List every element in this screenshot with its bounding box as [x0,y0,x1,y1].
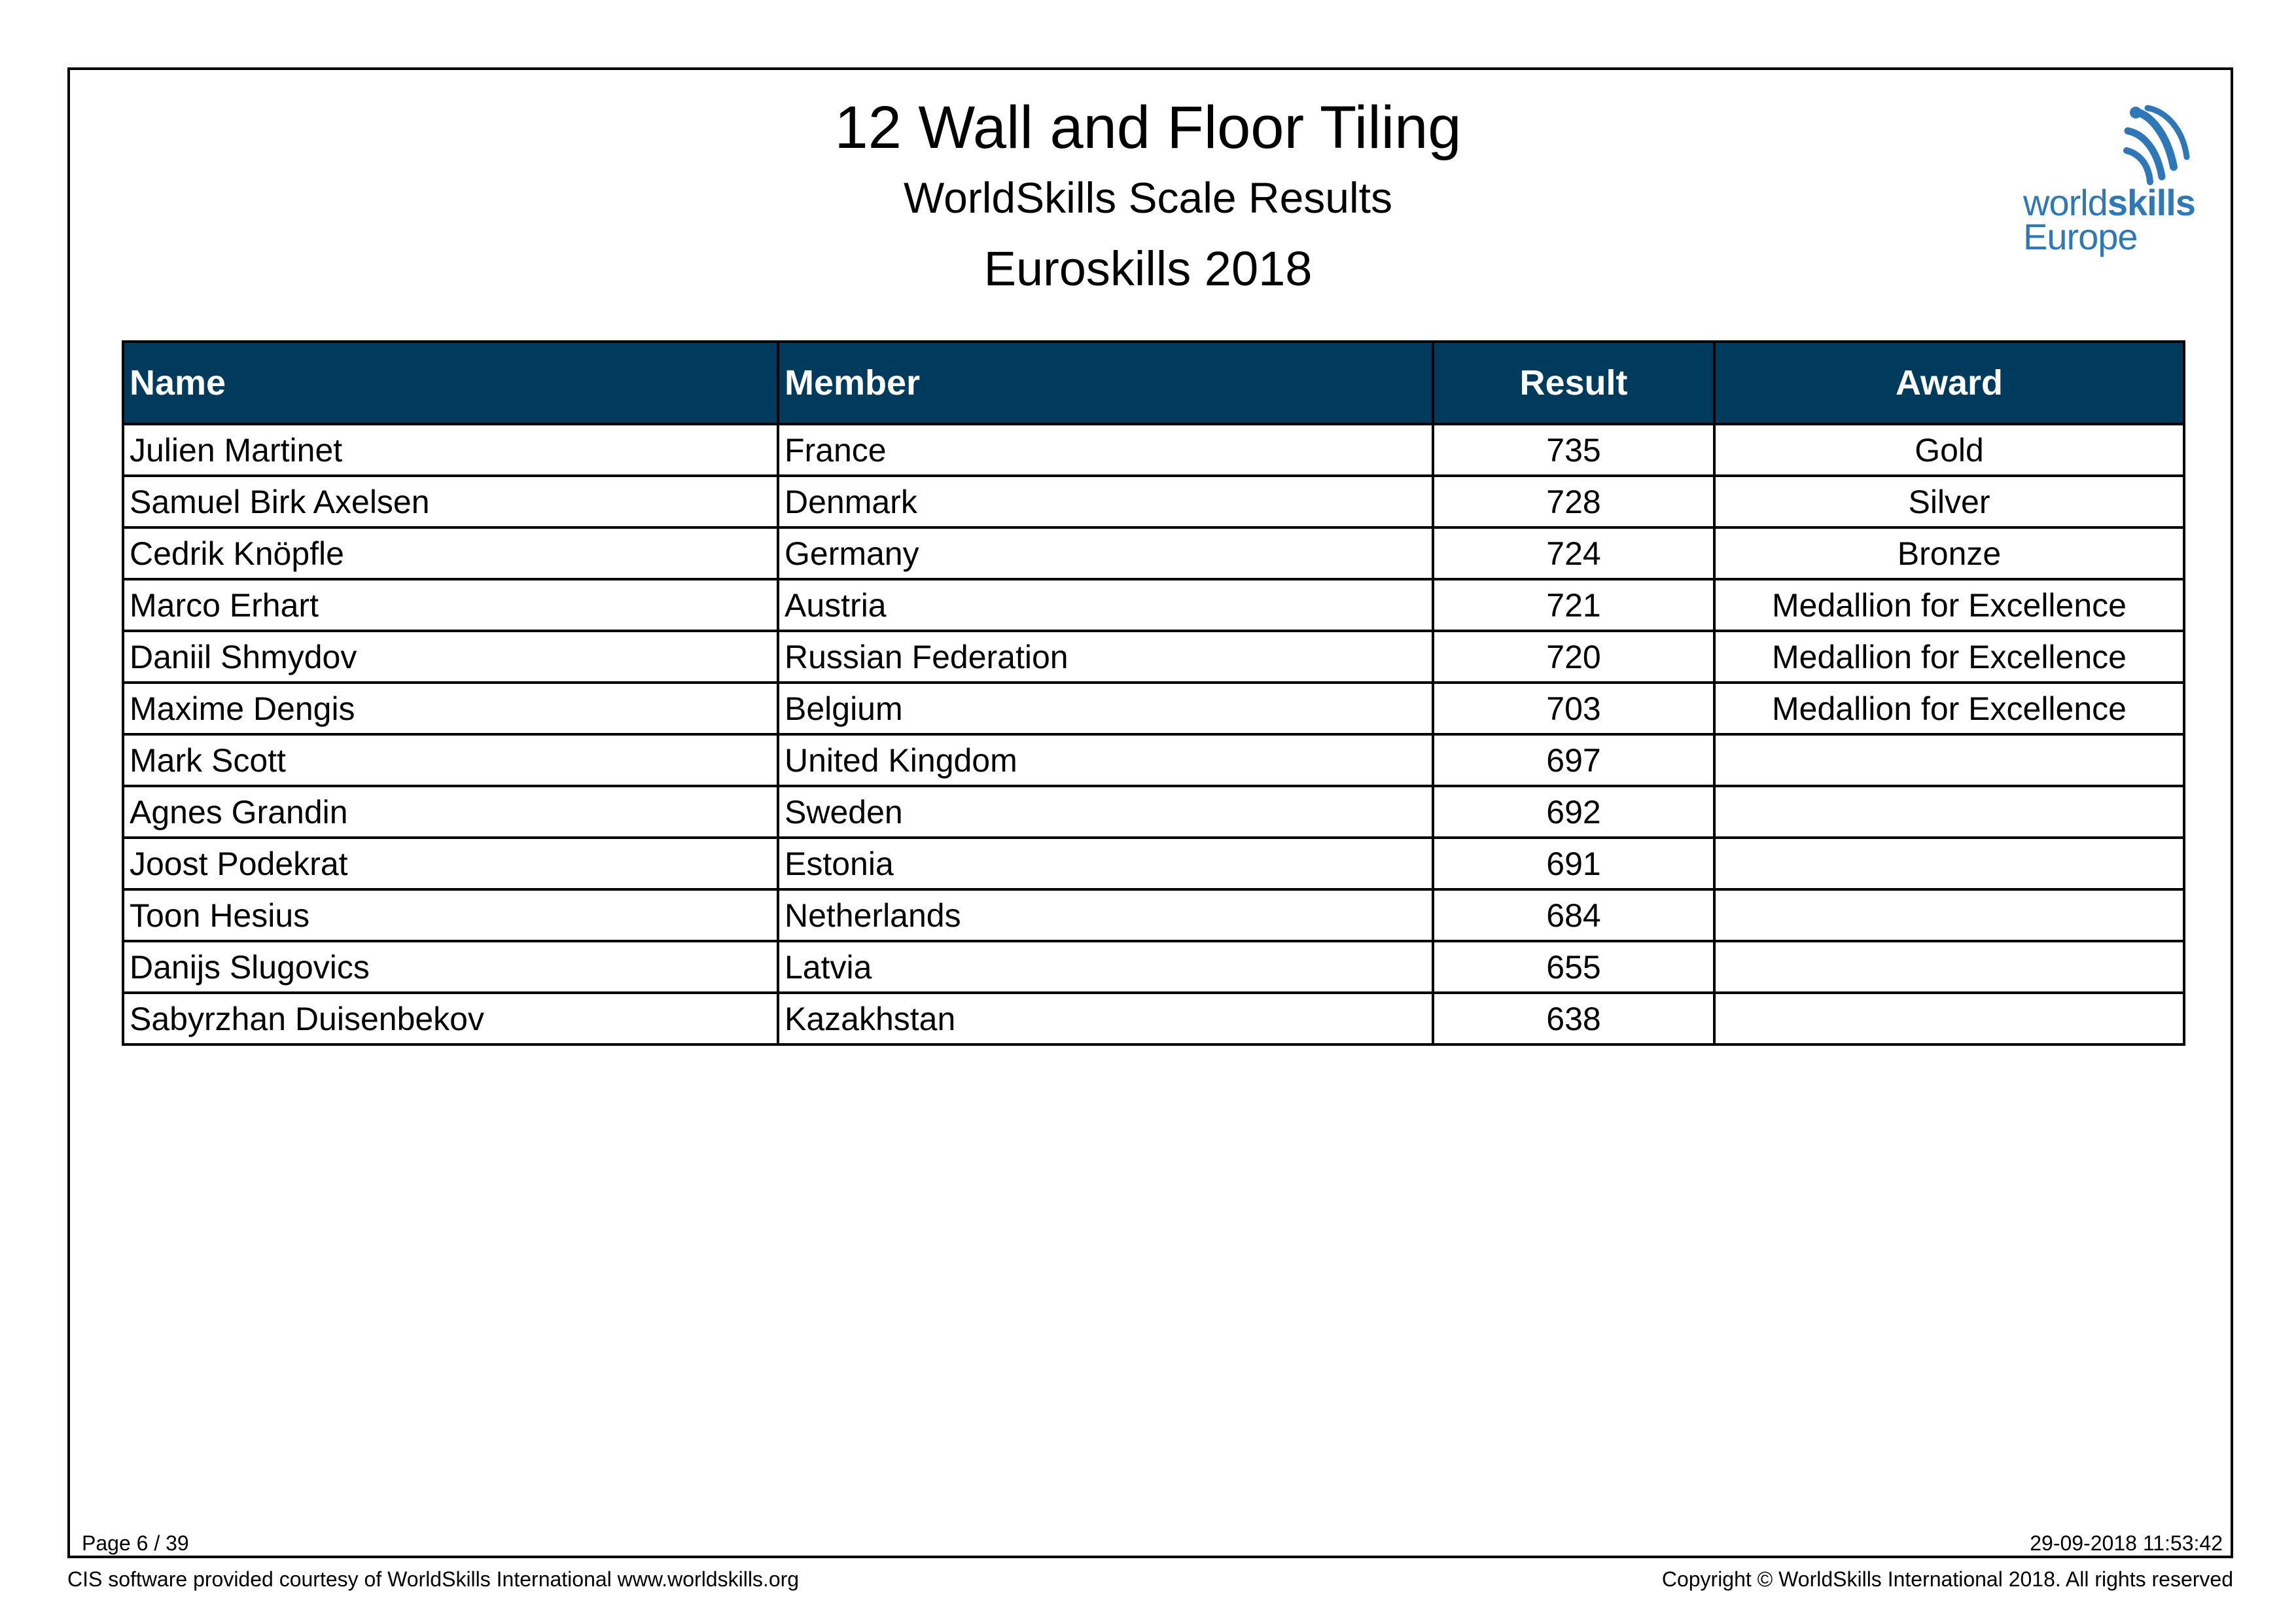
cell-name: Maxime Dengis [123,683,778,734]
cell-award: Medallion for Excellence [1714,683,2184,734]
table-row [123,941,2184,993]
table-row [123,631,2184,683]
cell-result: 728 [1433,476,1714,527]
cell-member: Latvia [778,941,1433,993]
cell-name: Julien Martinet [123,424,778,476]
cell-award [1714,941,2184,993]
cell-result: 720 [1433,631,1714,683]
cell-name: Sabyrzhan Duisenbekov [123,993,778,1044]
cell-member: Belgium [778,683,1433,734]
cell-member: Germany [778,527,1433,579]
software-credit: CIS software provided courtesy of WorldSkills International www.worldskills.org [67,1567,800,1591]
cell-name: Daniil Shmydov [123,631,778,683]
cell-award [1714,786,2184,838]
table-row [123,993,2184,1044]
worldskills-europe-logo [2023,105,2193,262]
cell-member: Sweden [778,786,1433,838]
cell-member: Estonia [778,838,1433,889]
results-table [122,340,2185,1046]
page-number: Page 6 / 39 [82,1531,189,1555]
table-row [123,424,2184,476]
cell-result: 691 [1433,838,1714,889]
table-row [123,838,2184,889]
cell-result: 638 [1433,993,1714,1044]
cell-member: Kazakhstan [778,993,1433,1044]
cell-award [1714,734,2184,786]
page-subtitle: WorldSkills Scale Results [903,173,1392,222]
column-header-member: Member [778,342,1433,424]
cell-member: United Kingdom [778,734,1433,786]
copyright-notice: Copyright © WorldSkills International 2018. All rights reserved [1661,1567,2233,1591]
column-header-name: Name [123,342,778,424]
cell-award: Silver [1714,476,2184,527]
cell-member: Netherlands [778,889,1433,941]
cell-award [1714,993,2184,1044]
table-row [123,734,2184,786]
cell-name: Samuel Birk Axelsen [123,476,778,527]
cell-name: Marco Erhart [123,579,778,631]
table-header-row [123,342,2184,424]
cell-result: 721 [1433,579,1714,631]
cell-award: Bronze [1714,527,2184,579]
cell-award: Medallion for Excellence [1714,631,2184,683]
cell-member: France [778,424,1433,476]
cell-member: Austria [778,579,1433,631]
cell-result: 735 [1433,424,1714,476]
logo-word-world: world [2023,182,2108,223]
cell-award: Gold [1714,424,2184,476]
cell-name: Mark Scott [123,734,778,786]
cell-name: Joost Podekrat [123,838,778,889]
table-row [123,579,2184,631]
table-row [123,889,2184,941]
table-row [123,527,2184,579]
table-row [123,786,2184,838]
table-row [123,683,2184,734]
print-timestamp: 29-09-2018 11:53:42 [2030,1531,2223,1555]
cell-name: Toon Hesius [123,889,778,941]
cell-award [1714,838,2184,889]
logo-word-skills: skills [2107,182,2195,223]
cell-result: 692 [1433,786,1714,838]
cell-award: Medallion for Excellence [1714,579,2184,631]
cell-name: Danijs Slugovics [123,941,778,993]
event-name: Euroskills 2018 [983,241,1313,296]
table-row [123,476,2184,527]
logo-word-europe: Europe [2023,216,2138,257]
cell-member: Denmark [778,476,1433,527]
page-title: 12 Wall and Floor Tiling [834,94,1462,161]
cell-name: Agnes Grandin [123,786,778,838]
cell-result: 697 [1433,734,1714,786]
cell-result: 724 [1433,527,1714,579]
cell-result: 684 [1433,889,1714,941]
cell-result: 703 [1433,683,1714,734]
cell-result: 655 [1433,941,1714,993]
worldskills-swirl-icon [2121,105,2193,187]
cell-name: Cedrik Knöpfle [123,527,778,579]
cell-award [1714,889,2184,941]
column-header-result: Result [1433,342,1714,424]
column-header-award: Award [1714,342,2184,424]
cell-member: Russian Federation [778,631,1433,683]
